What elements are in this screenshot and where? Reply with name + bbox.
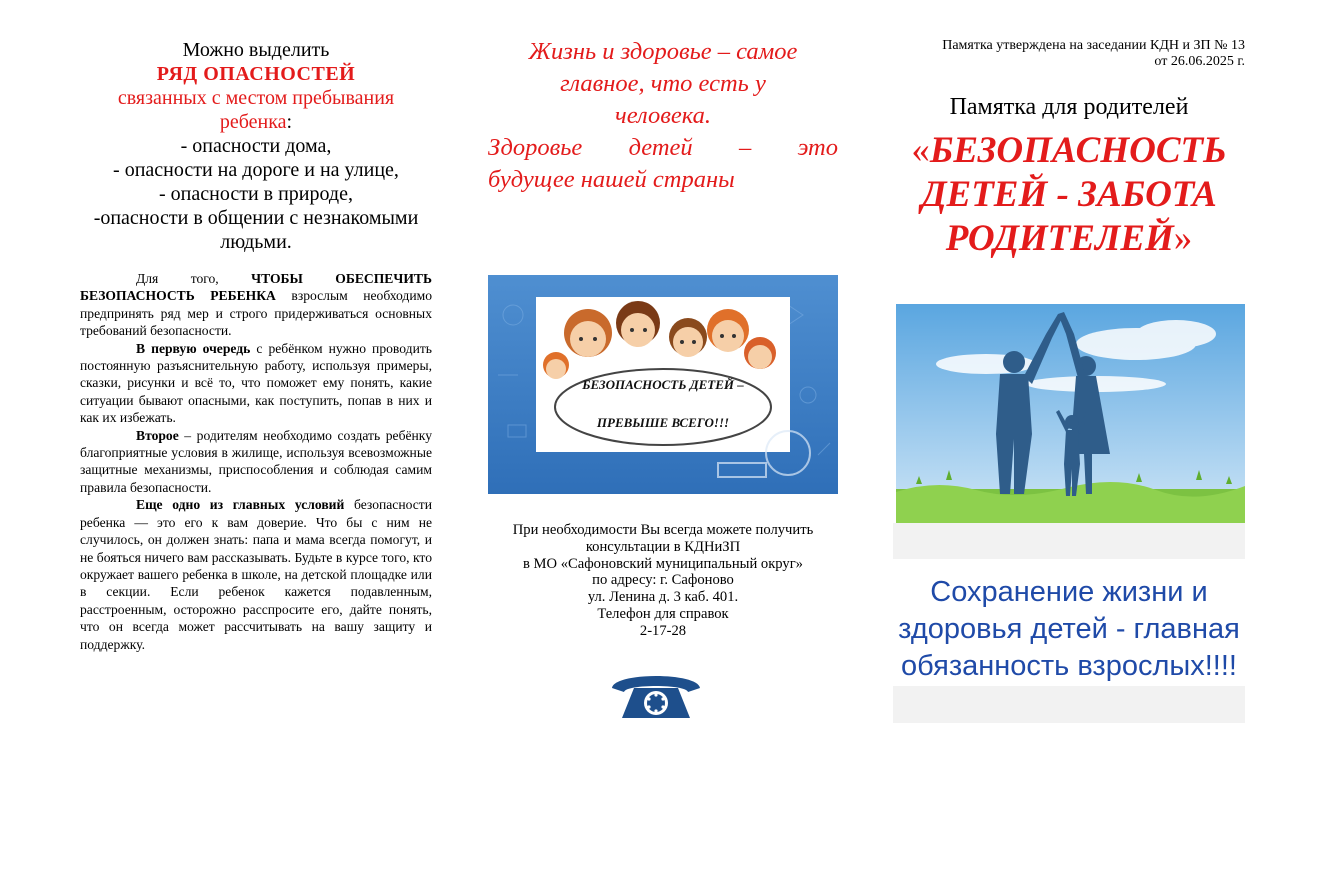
motto-line: Здоровье детей – это	[488, 134, 838, 161]
title-text: БЕЗОПАСНОСТЬ ДЕТЕЙ - ЗАБОТА РОДИТЕЛЕЙ	[921, 130, 1227, 259]
slogan-highlight	[893, 686, 1245, 723]
paragraph-text: с ребёнком нужно проводить постоянную разъяснительную работу, используя примеры, сказки, рисунки и всё то, что поможет ему понять, какие ситуации бывают опасными, как поступить, попав в них и как их избежать.	[80, 340, 432, 426]
advice-paragraph	[80, 340, 432, 427]
advice-paragraph	[80, 496, 432, 653]
image-caption-strip	[893, 523, 1245, 559]
motto-line: Жизнь и здоровье – самое	[528, 38, 798, 65]
memo-subtitle: Памятка для родителей	[949, 94, 1189, 120]
danger-item: - опасности дома,	[180, 135, 332, 157]
motto	[488, 36, 838, 196]
paragraph-bold: В первую очередь	[136, 340, 251, 356]
dangers-subtitle	[80, 86, 432, 134]
memo-title	[893, 129, 1245, 261]
left-panel	[80, 0, 432, 653]
children-safety-image	[488, 275, 838, 494]
paragraph-bold: Второе	[136, 427, 179, 443]
paragraph-text: – родителям необходимо создать ребёнку благоприятные условия в жилище, используя всевозможные защитные механизмы, приспособления и соблюдая самим правила безопасности.	[80, 427, 432, 495]
paragraph-bold: Еще одно из главных условий	[136, 497, 345, 513]
right-panel	[893, 0, 1245, 261]
contact-line: ул. Ленина д. 3 каб. 401.	[587, 589, 739, 606]
telephone-icon	[606, 666, 706, 724]
danger-item: - опасности на дороге и на улице,	[113, 159, 399, 181]
contact-line: в МО «Сафоновский муниципальный округ»	[523, 555, 803, 572]
dangers-place: связанных с местом пребывания ребенка	[117, 87, 395, 133]
contact-line: консультации в КДНиЗП	[585, 538, 741, 555]
quote-open: «	[911, 130, 930, 171]
phone-number: 2-17-28	[639, 622, 687, 639]
paragraph-lead: Для того,	[136, 271, 252, 286]
paragraph-bold: ЧТОБЫ ОБЕСПЕЧИТЬ БЕЗОПАСНОСТЬ РЕБЕНКА	[80, 271, 432, 304]
advice-paragraph	[80, 270, 432, 340]
contact-line: по адресу: г. Сафоново	[592, 572, 734, 589]
dangers-heading: РЯД ОПАСНОСТЕЙ	[156, 63, 356, 85]
motto-line: главное, что есть у	[560, 70, 766, 97]
contact-info	[488, 522, 838, 640]
advice-text	[80, 270, 432, 653]
colon: :	[286, 111, 293, 133]
contact-line: При необходимости Вы всегда можете получить	[512, 522, 814, 538]
intro-line: Можно выделить	[182, 39, 330, 61]
danger-item: - опасности в природе,	[159, 183, 353, 205]
dangers-intro	[80, 38, 432, 254]
banner-line2: ПРЕВЫШЕ ВСЕГО!!!	[596, 415, 730, 430]
approval-note	[893, 38, 1245, 70]
paragraph-text: безопасности ребенка — это его к вам доверие. Что бы с ним не случилось, он должен знать: папа и мама всегда помогут, и не бояться ничего вам рассказывать. Будьте в курсе того, кто окружает вашего ребенка в школе, на детской площадке или в секции. Если ребенок кажется подавленным, расстроенным, осторожно расспросите его, дайте понять, что он всегда может рассчитывать на вашу защиту и поддержку.	[80, 497, 432, 652]
quote-close: »	[1173, 218, 1193, 259]
danger-item: -опасности в общении с незнакомыми людьми.	[93, 207, 419, 253]
approval-date: от 26.06.2025 г.	[1154, 54, 1245, 69]
banner-line1: БЕЗОПАСНОСТЬ ДЕТЕЙ –	[582, 377, 744, 392]
family-silhouette-image	[896, 304, 1245, 523]
slogan: Сохранение жизни и здоровья детей - главная обязанность взрослых!!!!	[898, 576, 1240, 682]
motto-line: будущее нашей страны	[488, 166, 735, 193]
contact-line: Телефон для справок	[597, 605, 729, 622]
approval-line: Памятка утверждена на заседании КДН и ЗП № 13	[942, 38, 1245, 53]
middle-panel	[488, 0, 838, 639]
motto-line: человека.	[615, 102, 711, 129]
advice-paragraph	[80, 427, 432, 497]
paragraph-text: взрослым необходимо предпринять ряд мер и строго придерживаться основных требований безопасности.	[80, 288, 432, 339]
